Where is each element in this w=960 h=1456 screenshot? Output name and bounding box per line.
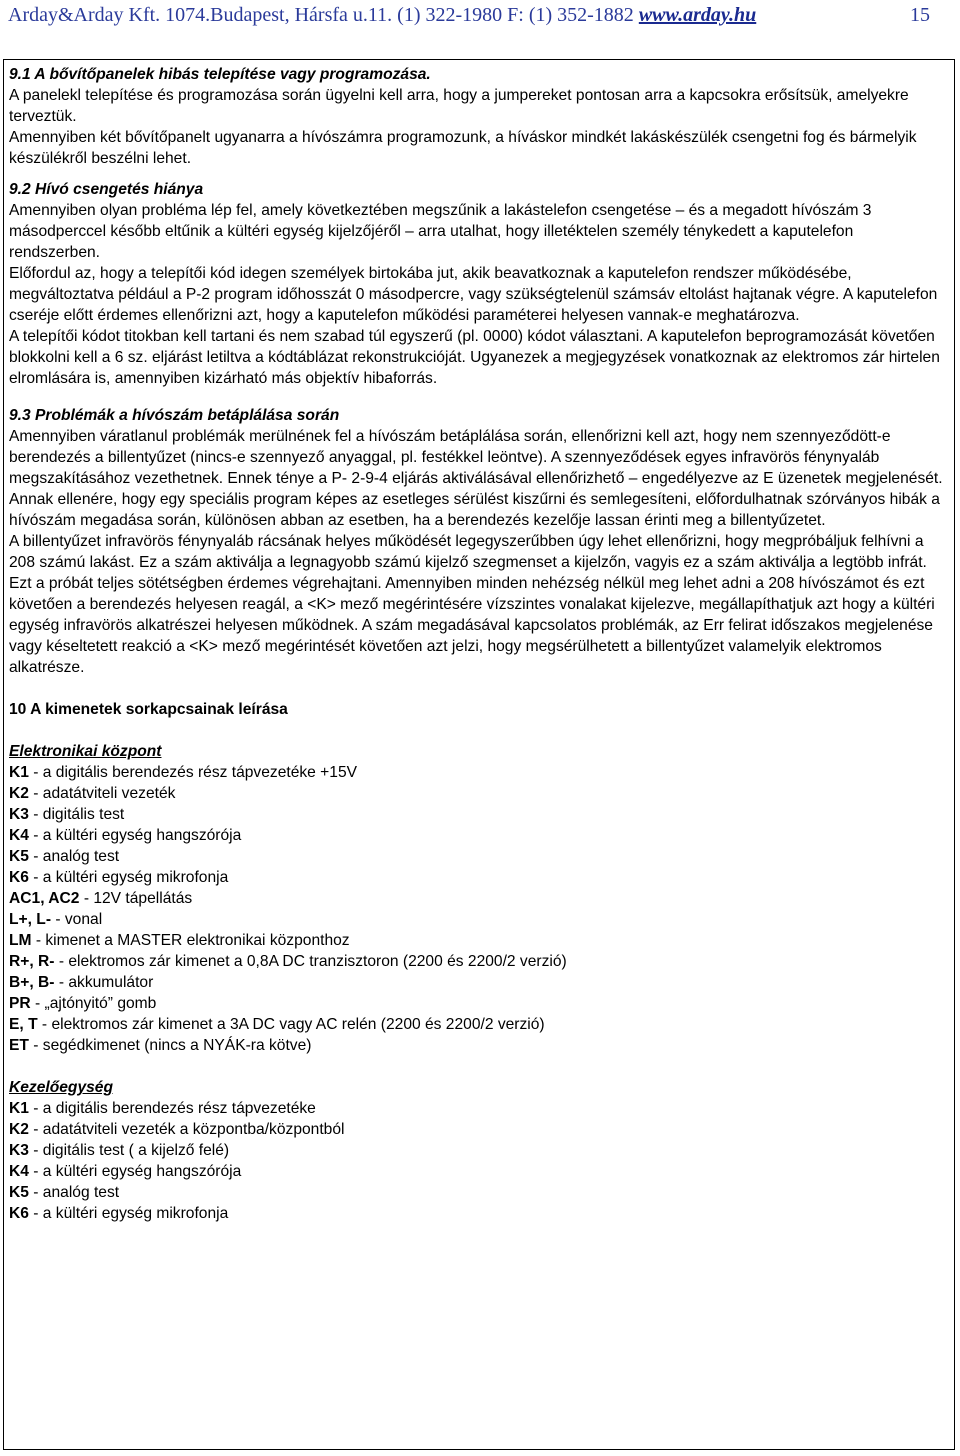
terminal-code: PR [9, 995, 31, 1012]
section-9-1-paragraph: A panelekl telepítése és programozása során ügyelni kell arra, hogy a jumpereket pontosan arra a kapcsokra erősítsük, amelyekre terveztük. [9, 87, 909, 125]
section-9-2-paragraph: Előfordul az, hogy a telepítői kód idegen személyek birtokába jut, akik beavatkoznak a kaputelefon rendszer működésébe, megváltoztatva például a P-2 program időhosszát 0 másodpercre, vagy szükségtelenül számsáv eltolást hajtanak végre. A kaputelefon cseréje előtt érdemes ellenőrizni azt, hogy a kaputelefon működési paraméterei helyesen vannak-e meghatározva. [9, 265, 938, 324]
terminal-item [9, 1119, 944, 1140]
terminal-code: K1 [9, 1100, 29, 1117]
terminal-description: - „ajtónyitó” gomb [30, 995, 157, 1012]
terminal-description: - analóg test [28, 1184, 120, 1201]
terminal-code: E, T [9, 1016, 38, 1033]
terminal-description: - a kültéri egység hangszórója [28, 1163, 242, 1180]
terminal-item [9, 846, 944, 867]
terminal-description: - elektromos zár kimenet a 0,8A DC tranzisztoron (2200 és 2200/2 verzió) [54, 953, 567, 970]
section-9-2-paragraph: Amennyiben olyan probléma lép fel, amely következtében megszűnik a lakástelefon csengetése – és a megadott hívószám 3 másodperccel később eltűnik a kültéri egység kijelzőjéről – arra utalhat, hogy illetéktelen személy ténykedett a kaputelefon rendszerben. [9, 202, 872, 261]
terminal-item [9, 1014, 944, 1035]
section-9-1-title: 9.1 A bővítőpanelek hibás telepítése vagy programozása. [9, 66, 431, 83]
terminal-item [9, 972, 944, 993]
terminal-item [9, 930, 944, 951]
terminal-item [9, 1140, 944, 1161]
terminal-code: ET [9, 1037, 29, 1054]
terminal-code: K3 [9, 806, 29, 823]
terminal-code: K5 [9, 1184, 29, 1201]
section-9-3-title: 9.3 Problémák a hívószám betáplálása során [9, 407, 340, 424]
terminal-code: K2 [9, 1121, 29, 1138]
terminal-description: - a digitális berendezés rész tápvezetéke [28, 1100, 316, 1117]
terminal-item [9, 825, 944, 846]
terminal-description: - digitális test [28, 806, 125, 823]
terminal-code: K3 [9, 1142, 29, 1159]
terminal-description: - akkumulátor [54, 974, 154, 991]
terminal-description: - a kültéri egység mikrofonja [28, 1205, 229, 1222]
section-9-3-paragraph: Amennyiben váratlanul problémák merülnének fel a hívószám betáplálása során, ellenőrizni kell azt, hogy nem szennyeződött-e berendezés a billentyűzet (nincs-e szennyező anyaggal, pl. festékkel leöntve). A szennyeződések egyes infravörös fénynyaláb megszakításához vezethetnek. Ennek ténye a P- 2-9-4 eljárás aktiválásával ellenőrizhető – engedélyezve az E üzenetek megjelenését. Annak ellenére, hogy egy speciális program képes az esetleges sérülést kiszűrni és semlegesíteni, előfordulhatnak szórványos hibák a hívószám megadása során, különösen abban az esetben, ha a berendezés kezelője lassan érinti meg a billentyűzetet. [9, 428, 943, 529]
terminal-description: - adatátviteli vezeték [28, 785, 176, 802]
section-9-3-paragraph: Ezt a próbát teljes sötétségben érdemes végrehajtani. Amennyiben minden nehézség nélkül meg lehet adni a 208 hívószámot és ezt követően a berendezés helyesen reagál, a <K> mező megérintésére vízszintes vonalakat kijelezve, megállapíthatjuk azt hogy a kültéri egység infravörös alkatrészei helyesen működnek. A szám megadásával kapcsolatos problémák, az Err felirat időszakos megjelenése vagy késeltetett reakció a <K> mező megérintését követően azt jelzi, hogy megsérülhetett a billentyűzet valamelyik elektromos alkatrésze. [9, 575, 935, 676]
terminal-description: - 12V tápellátás [79, 890, 193, 907]
terminal-item [9, 867, 944, 888]
operator-unit-title: Kezelőegység [9, 1079, 114, 1096]
terminal-code: AC1, AC2 [9, 890, 80, 907]
section-9-2-title: 9.2 Hívó csengetés hiánya [9, 181, 204, 198]
document-body [9, 64, 944, 1224]
company-contact: Arday&Arday Kft. 1074.Budapest, Hársfa u.11. (1) 322-1980 F: (1) 352-1882 [8, 4, 634, 26]
terminal-code: K6 [9, 1205, 29, 1222]
page-header [8, 2, 948, 28]
terminal-description: - analóg test [28, 848, 120, 865]
operator-unit-terminal-list [9, 1098, 944, 1224]
terminal-item [9, 1098, 944, 1119]
terminal-item [9, 993, 944, 1014]
terminal-item [9, 1161, 944, 1182]
terminal-code: K6 [9, 869, 29, 886]
section-10-title: 10 A kimenetek sorkapcsainak leírása [9, 701, 288, 718]
terminal-code: R+, R- [9, 953, 55, 970]
terminal-description: - a kültéri egység mikrofonja [28, 869, 229, 886]
page-number: 15 [910, 4, 930, 26]
terminal-code: K1 [9, 764, 29, 781]
section-9-2-paragraph: A telepítői kódot titokban kell tartani és nem szabad túl egyszerű (pl. 0000) kódot választani. A kaputelefon beprogramozását követően blokkolni kell a 6 sz. eljárást letiltva a kódtáblázat rekonstrukcióját. Ugyanezek a megjegyzések vonatkoznak az elektromos zár hirtelen elromlására is, amennyiben kizárható más objektív hibaforrás. [9, 328, 940, 387]
central-unit-terminal-list [9, 762, 944, 1056]
terminal-item [9, 762, 944, 783]
terminal-description: - kimenet a MASTER elektronikai központhoz [31, 932, 350, 949]
terminal-item [9, 783, 944, 804]
terminal-item [9, 909, 944, 930]
terminal-item [9, 1035, 944, 1056]
central-unit-title: Elektronikai központ [9, 743, 162, 760]
terminal-code: K2 [9, 785, 29, 802]
terminal-description: - elektromos zár kimenet a 3A DC vagy AC relén (2200 és 2200/2 verzió) [37, 1016, 545, 1033]
terminal-item [9, 888, 944, 909]
terminal-description: - adatátviteli vezeték a központba/központból [28, 1121, 345, 1138]
terminal-item [9, 951, 944, 972]
terminal-item [9, 1203, 944, 1224]
terminal-description: - vonal [51, 911, 103, 928]
terminal-item [9, 804, 944, 825]
terminal-code: K4 [9, 1163, 29, 1180]
website-link[interactable]: www.arday.hu [638, 4, 757, 26]
section-9-3-paragraph: A billentyűzet infravörös fénynyaláb rácsának helyes működését legegyszerűbben úgy lehet ellenőrizni, hogy megpróbáljuk felhívni a 208 számú lakást. Ez a szám aktiválja a legnagyobb számú kijelző szegmenset a kijelzőn, vagyis ez a szám aktiválja a legtöbb infrát. [9, 533, 927, 571]
terminal-description: - a digitális berendezés rész tápvezetéke +15V [28, 764, 358, 781]
terminal-description: - segédkimenet (nincs a NYÁK-ra kötve) [28, 1037, 312, 1054]
section-9-1-paragraph: Amennyiben két bővítőpanelt ugyanarra a hívószámra programozunk, a híváskor mindkét lakáskészülék csengetni fog és bármelyik készülékről beszélni lehet. [9, 129, 917, 167]
terminal-description: - digitális test ( a kijelző felé) [28, 1142, 230, 1159]
terminal-description: - a kültéri egység hangszórója [28, 827, 242, 844]
terminal-code: LM [9, 932, 32, 949]
terminal-item [9, 1182, 944, 1203]
terminal-code: K5 [9, 848, 29, 865]
terminal-code: K4 [9, 827, 29, 844]
terminal-code: L+, L- [9, 911, 52, 928]
terminal-code: B+, B- [9, 974, 55, 991]
